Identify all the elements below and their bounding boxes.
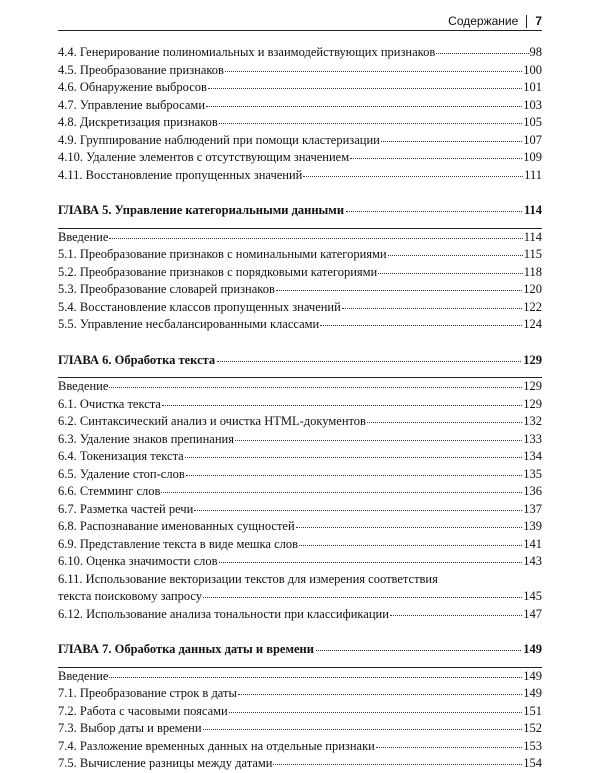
toc-entry-page-number: 105 — [523, 115, 542, 129]
dot-leader — [109, 677, 522, 678]
toc-entry-page-number: 134 — [523, 449, 542, 463]
toc-entry-title: Введение — [58, 668, 109, 683]
toc-entry[interactable] — [58, 62, 542, 80]
chapter-heading[interactable] — [58, 352, 542, 370]
toc-entry-title: 7.4. Разложение временных данных на отдельные признаки — [58, 738, 375, 753]
toc-entry-title: текста поисковому запросу — [58, 589, 203, 603]
dot-leader — [276, 290, 522, 291]
toc-entry[interactable] — [58, 466, 542, 484]
toc-entry[interactable] — [58, 720, 542, 738]
dot-leader — [161, 492, 522, 493]
toc-entry-page-number: 154 — [523, 756, 542, 770]
toc-entry-page-number: 124 — [523, 317, 542, 331]
toc-entry[interactable] — [58, 588, 542, 606]
toc-entry[interactable] — [58, 606, 542, 624]
toc-entry-title: 6.10. Оценка значимости слов — [58, 554, 218, 568]
dot-leader — [203, 729, 523, 730]
toc-entry-page-number: 152 — [523, 721, 542, 735]
toc-entry-title: 4.11. Восстановление пропущенных значений — [58, 167, 303, 182]
toc-entry-title: 7.1. Преобразование строк в даты — [58, 686, 237, 700]
chapter-page-number: 149 — [523, 642, 542, 656]
chapter-page-number: 129 — [523, 352, 542, 367]
dot-leader — [342, 308, 522, 309]
toc-entry-page-number: 153 — [523, 738, 542, 753]
toc-entry-page-number: 129 — [523, 379, 542, 393]
toc-entry[interactable] — [58, 281, 542, 299]
header-page-number: 7 — [535, 14, 542, 28]
toc-entry-page-number: 98 — [529, 45, 542, 59]
toc-entry-title: 4.10. Удаление элементов с отсутствующим значением — [58, 150, 350, 164]
dot-leader — [303, 176, 523, 177]
toc-entry-title: 6.8. Распознавание именованных сущностей — [58, 519, 295, 533]
dot-leader — [109, 387, 522, 388]
toc-entry-title: 4.8. Дискретизация признаков — [58, 115, 218, 129]
dot-leader — [208, 88, 522, 89]
toc-entry[interactable] — [58, 703, 542, 721]
toc-entry[interactable] — [58, 97, 542, 115]
dot-leader — [376, 747, 522, 748]
toc-entry-title: 6.7. Разметка частей речи — [58, 501, 194, 516]
toc-entry-page-number: 143 — [523, 554, 542, 568]
dot-leader — [203, 597, 522, 598]
toc-entry[interactable] — [58, 431, 542, 449]
toc-entry-title: 6.1. Очистка текста — [58, 396, 161, 411]
chapter-page-number: 114 — [523, 203, 542, 217]
toc-entry-page-number: 120 — [523, 282, 542, 296]
dot-leader — [273, 764, 522, 765]
header-separator — [526, 15, 527, 28]
toc-entry-page-number: 145 — [523, 589, 542, 603]
dot-leader — [299, 545, 522, 546]
toc-entry-page-number: 139 — [523, 519, 542, 533]
dot-leader — [194, 510, 522, 511]
toc-entry-title: 6.6. Стемминг слов — [58, 484, 161, 498]
dot-leader — [235, 440, 522, 441]
toc-entry-title: 4.4. Генерирование полиномиальных и взаимодействующих признаков — [58, 45, 436, 59]
toc-entry[interactable] — [58, 149, 542, 167]
toc-entry-page-number: 135 — [523, 466, 542, 481]
toc-entry[interactable] — [58, 536, 542, 554]
dot-leader — [238, 694, 522, 695]
toc-entry-title: 5.5. Управление несбалансированными классами — [58, 317, 320, 331]
toc-entry[interactable] — [58, 377, 542, 396]
dot-leader — [186, 475, 523, 476]
dot-leader — [229, 712, 523, 713]
toc-entry-line1[interactable]: 6.11. Использование векторизации текстов для измерения соответствия — [58, 571, 438, 586]
toc-entry-page-number: 149 — [523, 668, 542, 683]
toc-entry[interactable] — [58, 114, 542, 132]
toc-entry-title: 5.3. Преобразование словарей признаков — [58, 282, 275, 296]
toc-entry[interactable] — [58, 228, 542, 247]
dot-leader — [219, 123, 522, 124]
toc-entry-page-number: 122 — [523, 299, 542, 314]
toc-entry[interactable] — [58, 738, 542, 756]
header-section-title: Содержание — [448, 14, 519, 28]
toc-entry-title: 4.5. Преобразование признаков — [58, 62, 224, 77]
toc-entry-page-number: 118 — [523, 264, 542, 279]
running-header — [58, 12, 542, 31]
toc-entry-title: 6.5. Удаление стоп-слов — [58, 466, 185, 481]
toc-entry[interactable] — [58, 483, 542, 501]
dot-leader — [367, 422, 522, 423]
toc-entry-page-number: 132 — [523, 414, 542, 428]
toc-entry-page-number: 107 — [523, 132, 542, 147]
toc-entry[interactable] — [58, 685, 542, 703]
dot-leader — [217, 361, 521, 362]
dot-leader — [436, 53, 528, 54]
toc-entry-title: 5.1. Преобразование признаков с номинальными категориями — [58, 247, 387, 261]
toc-entry-title: 6.9. Представление текста в виде мешка слов — [58, 536, 299, 551]
toc-entry[interactable] — [58, 448, 542, 466]
toc-entry[interactable] — [58, 553, 542, 571]
dot-leader — [185, 457, 523, 458]
toc-entry[interactable] — [58, 518, 542, 536]
toc-entry[interactable] — [58, 246, 542, 264]
toc-entry-title: 7.3. Выбор даты и времени — [58, 721, 202, 735]
toc-entry[interactable] — [58, 667, 542, 686]
toc-entry-page-number: 109 — [523, 150, 542, 164]
toc-entry[interactable] — [58, 264, 542, 282]
toc-entry-title: 5.4. Восстановление классов пропущенных значений — [58, 299, 341, 314]
toc-entry-page-number: 151 — [523, 703, 542, 718]
dot-leader — [381, 141, 522, 142]
dot-leader — [390, 615, 522, 616]
toc-entry-page-number: 100 — [523, 62, 542, 77]
chapter-heading[interactable] — [58, 641, 542, 659]
toc-entry-page-number: 111 — [524, 167, 542, 182]
toc-entry-page-number: 114 — [523, 229, 542, 244]
chapter-title: ГЛАВА 6. Обработка текста — [58, 352, 216, 367]
toc-entry[interactable] — [58, 299, 542, 317]
dot-leader — [206, 106, 522, 107]
dot-leader — [316, 650, 521, 651]
toc-entry[interactable] — [58, 413, 542, 431]
toc-entry-page-number: 101 — [523, 80, 542, 94]
toc-entry-title: 4.7. Управление выбросами — [58, 97, 206, 112]
toc-entry-page-number: 136 — [523, 484, 542, 498]
toc-entry-page-number: 137 — [523, 501, 542, 516]
chapter-title: ГЛАВА 5. Управление категориальными данными — [58, 203, 345, 217]
dot-leader — [388, 255, 523, 256]
toc-entry-title: 6.12. Использование анализа тональности при классификации — [58, 606, 389, 621]
dot-leader — [162, 405, 522, 406]
toc-entry-title: 7.2. Работа с часовыми поясами — [58, 703, 228, 718]
toc-entry-title: 6.3. Удаление знаков препинания — [58, 431, 234, 446]
toc-entry[interactable] — [58, 316, 542, 334]
table-of-contents — [58, 44, 542, 773]
toc-entry[interactable] — [58, 44, 542, 62]
toc-entry[interactable] — [58, 132, 542, 150]
dot-leader — [350, 158, 522, 159]
toc-entry-page-number: 133 — [523, 431, 542, 446]
dot-leader — [378, 273, 522, 274]
dot-leader — [296, 527, 523, 528]
toc-entry[interactable] — [58, 755, 542, 773]
toc-entry-title: 6.4. Токенизация текста — [58, 449, 184, 463]
toc-entry[interactable] — [58, 79, 542, 97]
toc-entry-page-number: 129 — [523, 396, 542, 411]
toc-entry-title: 4.6. Обнаружение выбросов — [58, 80, 207, 94]
toc-entry[interactable] — [58, 396, 542, 414]
toc-entry-page-number: 115 — [523, 247, 542, 261]
toc-entry[interactable] — [58, 167, 542, 185]
dot-leader — [109, 238, 522, 239]
chapter-heading[interactable] — [58, 202, 542, 220]
dot-leader — [219, 562, 523, 563]
dot-leader — [320, 325, 522, 326]
dot-leader — [346, 211, 522, 212]
toc-entry-title: Введение — [58, 229, 109, 244]
dot-leader — [225, 71, 522, 72]
toc-entry-page-number: 149 — [523, 686, 542, 700]
toc-entry-page-number: 141 — [523, 536, 542, 551]
toc-entry-title: 4.9. Группирование наблюдений при помощи кластеризации — [58, 132, 380, 147]
toc-entry-title: 7.5. Вычисление разницы между датами — [58, 756, 273, 770]
toc-entry-title: 6.2. Синтаксический анализ и очистка HTML-документов — [58, 414, 366, 428]
toc-entry-page-number: 147 — [523, 606, 542, 621]
toc-entry-title: Введение — [58, 379, 109, 393]
toc-entry-page-number: 103 — [523, 97, 542, 112]
toc-entry-title: 5.2. Преобразование признаков с порядковыми категориями — [58, 264, 378, 279]
toc-entry[interactable] — [58, 501, 542, 519]
chapter-title: ГЛАВА 7. Обработка данных даты и времени — [58, 642, 314, 656]
